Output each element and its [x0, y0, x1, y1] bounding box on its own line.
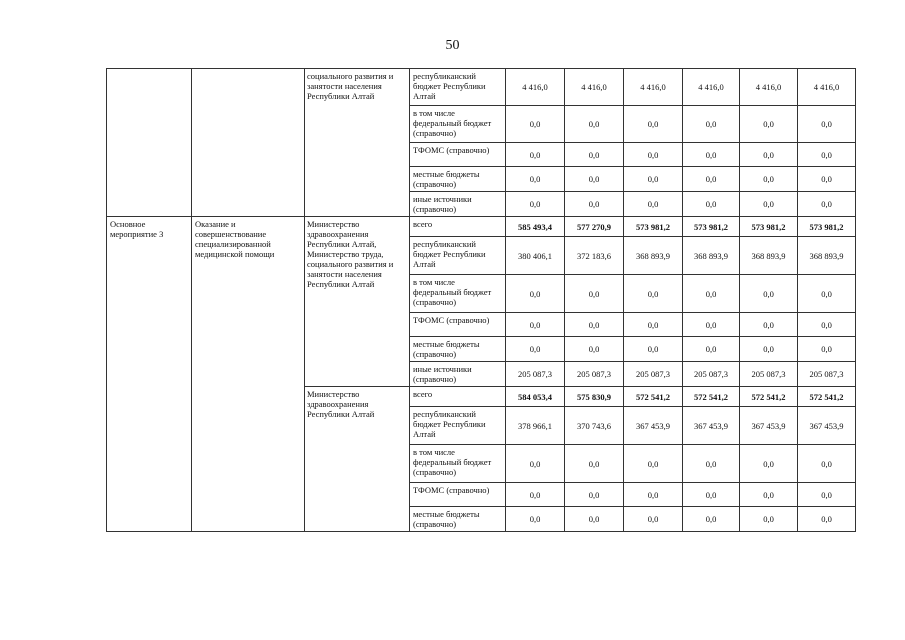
value-cell: 372 183,6	[565, 237, 624, 275]
value-cell: 368 893,9	[740, 237, 798, 275]
value-cell: 367 453,9	[624, 407, 683, 445]
value-cell: 577 270,9	[565, 217, 624, 237]
value-cell: 0,0	[624, 106, 683, 143]
budget-table	[106, 68, 856, 532]
value-cell: 0,0	[740, 192, 798, 217]
measure-title-cell	[192, 69, 305, 217]
value-cell: 0,0	[624, 337, 683, 362]
value-cell: 4 416,0	[740, 69, 798, 106]
value-cell: 0,0	[798, 143, 856, 167]
value-cell: 0,0	[798, 483, 856, 507]
value-cell: 205 087,3	[683, 362, 740, 387]
value-cell: 205 087,3	[624, 362, 683, 387]
value-cell: 573 981,2	[798, 217, 856, 237]
value-cell: 0,0	[506, 275, 565, 313]
page-number: 50	[445, 38, 460, 53]
value-cell: 205 087,3	[740, 362, 798, 387]
source-label: республиканский бюджет Республики Алтай	[410, 407, 506, 445]
value-cell: 0,0	[798, 507, 856, 532]
value-cell: 573 981,2	[624, 217, 683, 237]
value-cell: 0,0	[683, 192, 740, 217]
value-cell: 0,0	[565, 483, 624, 507]
value-cell: 0,0	[740, 275, 798, 313]
value-cell: 0,0	[624, 483, 683, 507]
source-label: местные бюджеты (справочно)	[410, 507, 506, 532]
value-cell: 4 416,0	[624, 69, 683, 106]
value-cell: 0,0	[565, 192, 624, 217]
value-cell: 0,0	[506, 507, 565, 532]
value-cell: 378 966,1	[506, 407, 565, 445]
value-cell: 0,0	[624, 313, 683, 337]
executor-cell: Министерство здравоохранения Республики Алтай	[305, 387, 410, 532]
value-cell: 0,0	[565, 445, 624, 483]
value-cell: 368 893,9	[683, 237, 740, 275]
source-label: иные источники (справочно)	[410, 192, 506, 217]
value-cell: 572 541,2	[740, 387, 798, 407]
value-cell: 0,0	[683, 507, 740, 532]
value-cell: 0,0	[683, 275, 740, 313]
source-label: ТФОМС (справочно)	[410, 483, 506, 507]
value-cell: 0,0	[565, 106, 624, 143]
value-cell: 370 743,6	[565, 407, 624, 445]
value-cell: 0,0	[506, 313, 565, 337]
value-cell: 0,0	[506, 143, 565, 167]
table-row	[107, 217, 856, 237]
value-cell: 572 541,2	[798, 387, 856, 407]
value-cell: 0,0	[506, 337, 565, 362]
source-label: всего	[410, 217, 506, 237]
value-cell: 0,0	[506, 483, 565, 507]
value-cell: 4 416,0	[565, 69, 624, 106]
value-cell: 572 541,2	[683, 387, 740, 407]
value-cell: 0,0	[798, 445, 856, 483]
value-cell: 0,0	[740, 313, 798, 337]
value-cell: 0,0	[740, 106, 798, 143]
value-cell: 0,0	[565, 313, 624, 337]
value-cell: 0,0	[506, 445, 565, 483]
source-label: в том числе федеральный бюджет (справочно)	[410, 275, 506, 313]
value-cell: 0,0	[683, 167, 740, 192]
value-cell: 0,0	[565, 167, 624, 192]
source-label: местные бюджеты (справочно)	[410, 337, 506, 362]
value-cell: 0,0	[683, 313, 740, 337]
source-label: всего	[410, 387, 506, 407]
value-cell: 367 453,9	[683, 407, 740, 445]
value-cell: 0,0	[740, 337, 798, 362]
value-cell: 0,0	[740, 143, 798, 167]
source-label: республиканский бюджет Республики Алтай	[410, 69, 506, 106]
source-label: местные бюджеты (справочно)	[410, 167, 506, 192]
value-cell: 575 830,9	[565, 387, 624, 407]
value-cell: 0,0	[565, 507, 624, 532]
value-cell: 0,0	[740, 483, 798, 507]
value-cell: 205 087,3	[798, 362, 856, 387]
value-cell: 0,0	[798, 167, 856, 192]
value-cell: 573 981,2	[740, 217, 798, 237]
value-cell: 0,0	[798, 337, 856, 362]
source-label: республиканский бюджет Республики Алтай	[410, 237, 506, 275]
value-cell: 4 416,0	[683, 69, 740, 106]
value-cell: 0,0	[798, 275, 856, 313]
source-label: ТФОМС (справочно)	[410, 313, 506, 337]
value-cell: 0,0	[683, 106, 740, 143]
value-cell: 0,0	[798, 192, 856, 217]
executor-cell: социального развития и занятости населения Республики Алтай	[305, 69, 410, 217]
value-cell: 4 416,0	[506, 69, 565, 106]
value-cell: 585 493,4	[506, 217, 565, 237]
value-cell: 0,0	[798, 106, 856, 143]
value-cell: 573 981,2	[683, 217, 740, 237]
value-cell: 0,0	[506, 167, 565, 192]
value-cell: 205 087,3	[565, 362, 624, 387]
source-label: иные источники (справочно)	[410, 362, 506, 387]
table-row	[107, 69, 856, 106]
value-cell: 0,0	[683, 483, 740, 507]
value-cell: 0,0	[798, 313, 856, 337]
value-cell: 367 453,9	[798, 407, 856, 445]
value-cell: 0,0	[624, 192, 683, 217]
value-cell: 205 087,3	[506, 362, 565, 387]
value-cell: 0,0	[683, 337, 740, 362]
measure-name-cell	[107, 69, 192, 217]
value-cell: 0,0	[624, 507, 683, 532]
value-cell: 0,0	[624, 167, 683, 192]
value-cell: 0,0	[565, 275, 624, 313]
value-cell: 368 893,9	[624, 237, 683, 275]
value-cell: 0,0	[565, 143, 624, 167]
value-cell: 0,0	[740, 167, 798, 192]
value-cell: 0,0	[624, 445, 683, 483]
source-label: в том числе федеральный бюджет (справочно)	[410, 106, 506, 143]
executor-cell: Министерство здравоохранения Республики Алтай, Министерство труда, социального развития и занятости населения Республики Алтай	[305, 217, 410, 387]
source-label: ТФОМС (справочно)	[410, 143, 506, 167]
value-cell: 0,0	[683, 445, 740, 483]
value-cell: 0,0	[506, 106, 565, 143]
value-cell: 4 416,0	[798, 69, 856, 106]
measure-title-cell: Оказание и совершенствование специализированной медицинской помощи	[192, 217, 305, 532]
source-label: в том числе федеральный бюджет (справочно)	[410, 445, 506, 483]
value-cell: 0,0	[624, 275, 683, 313]
value-cell: 380 406,1	[506, 237, 565, 275]
value-cell: 0,0	[624, 143, 683, 167]
value-cell: 0,0	[565, 337, 624, 362]
value-cell: 367 453,9	[740, 407, 798, 445]
value-cell: 0,0	[740, 507, 798, 532]
value-cell: 0,0	[506, 192, 565, 217]
value-cell: 584 053,4	[506, 387, 565, 407]
measure-name-cell: Основное мероприятие 3	[107, 217, 192, 532]
value-cell: 0,0	[740, 445, 798, 483]
value-cell: 572 541,2	[624, 387, 683, 407]
value-cell: 0,0	[683, 143, 740, 167]
value-cell: 368 893,9	[798, 237, 856, 275]
